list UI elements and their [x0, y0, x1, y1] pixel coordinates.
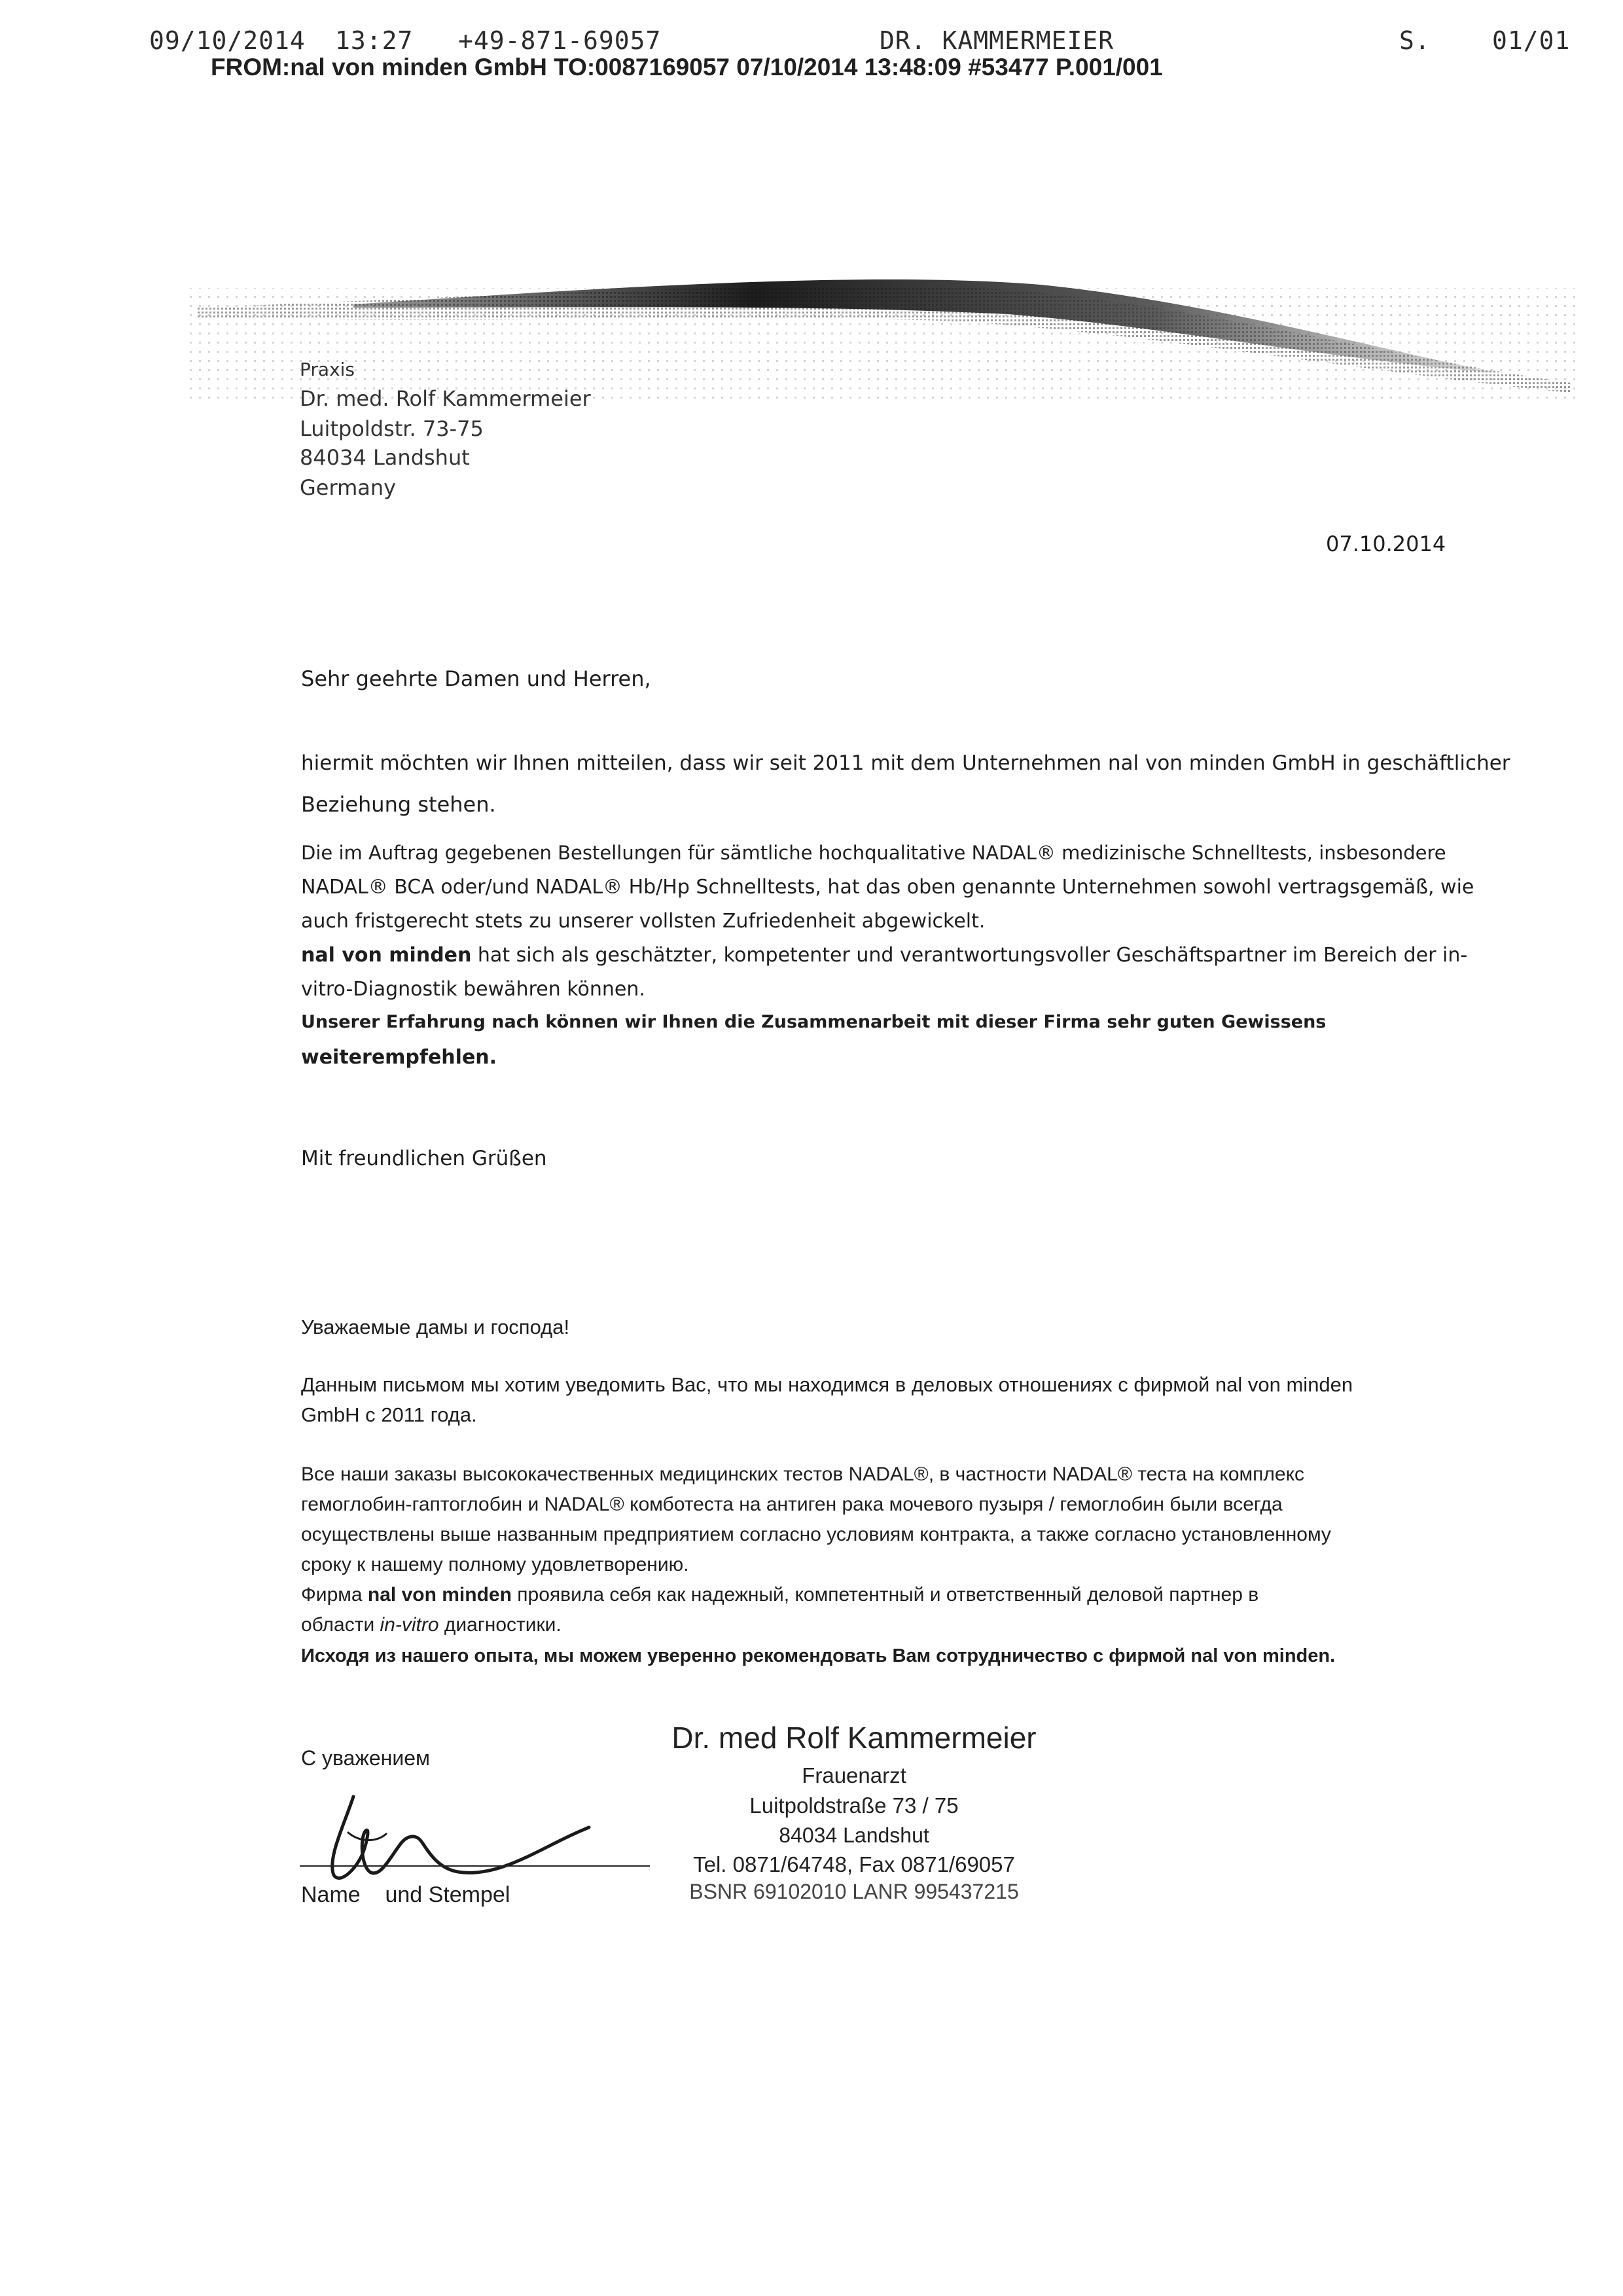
german-paragraph-line: hiermit möchten wir Ihnen mitteilen, dass wir seit 2011 mit dem Unternehmen nal von minden GmbH in geschäftlicher: [301, 751, 1510, 775]
letterhead-swoosh-graphic: [190, 268, 1577, 406]
russian-paragraph-line: [301, 1584, 1258, 1606]
german-paragraph-line: NADAL® BCA oder/und NADAL® Hb/Hp Schnelltests, hat das oben genannte Unternehmen sowohl vertragsgemäß, wie: [301, 876, 1474, 899]
russian-paragraph-line: Все наши заказы высококачественных медицинских тестов NADAL®, в частности NADAL® теста на комплекс: [301, 1463, 1305, 1485]
address-line: Praxis: [300, 359, 355, 380]
german-text: hat sich als geschätzter, kompetenter und verantwortungsvoller Geschäftspartner im Bereich der in-: [471, 944, 1468, 967]
russian-paragraph-line: сроку к нашему полному удовлетворению.: [301, 1554, 689, 1575]
signature-line: [300, 1865, 650, 1867]
fax-time: 13:27: [335, 26, 414, 55]
german-paragraph-line: [301, 944, 1467, 967]
russian-paragraph-line: [301, 1614, 562, 1636]
russian-closing: С уважением: [301, 1746, 430, 1770]
address-line: Germany: [300, 475, 397, 500]
german-closing: Mit freundlichen Grüßen: [301, 1147, 547, 1170]
stamp-ids: BSNR 69102010 LANR 995437215: [689, 1880, 1019, 1903]
russian-paragraph-line: гемоглобин-гаптоглобин и NADAL® комботеста на антиген рака мочевого пузыря / гемоглобин были всегда: [301, 1494, 1283, 1515]
german-recommendation-line: Unserer Erfahrung nach können wir Ihnen die Zusammenarbeit mit dieser Firma sehr guten Gewissens: [301, 1012, 1327, 1032]
german-salutation: Sehr geehrte Damen und Herren,: [301, 666, 651, 691]
russian-text: области: [301, 1614, 380, 1636]
german-paragraph-line: Die im Auftrag gegebenen Bestellungen für sämtliche hochqualitative NADAL® medizinische Schnelltests, insbesondere: [301, 842, 1446, 864]
russian-paragraph-line: осуществлены выше названным предприятием согласно условиям контракта, а также согласно установленному: [301, 1524, 1331, 1545]
russian-text: Фирма: [301, 1584, 368, 1605]
fax-date: 09/10/2014: [149, 26, 306, 55]
handwritten-signature: [308, 1780, 615, 1892]
fax-phone: +49-871-69057: [458, 26, 662, 55]
company-name: nal von minden: [301, 944, 472, 967]
russian-salutation: Уважаемые дамы и господа!: [301, 1316, 570, 1338]
german-paragraph-line: Beziehung stehen.: [301, 792, 496, 817]
signature-label: Name und Stempel: [301, 1882, 510, 1907]
stamp-name: Dr. med Rolf Kammermeier: [671, 1721, 1037, 1755]
address-line: 84034 Landshut: [300, 445, 470, 470]
letter-date: 07.10.2014: [1326, 531, 1446, 556]
russian-text-italic: in-vitro: [380, 1614, 439, 1636]
company-name: nal von minden: [367, 1584, 512, 1605]
russian-paragraph-line: Данным письмом мы хотим уведомить Вас, что мы находимся в деловых отношениях с фирмой nal von minden: [301, 1373, 1353, 1396]
fax-header-line2: FROM:nal von minden GmbH TO:0087169057 07/10/2014 13:48:09 #53477 P.001/001: [211, 54, 1163, 81]
address-line: Luitpoldstr. 73-75: [300, 416, 484, 441]
russian-recommendation-line: Исходя из нашего опыта, мы можем уверенно рекомендовать Вам сотрудничество с фирмой nal von minden.: [301, 1645, 1336, 1666]
german-paragraph-line: auch fristgerecht stets zu unserer vollsten Zufriedenheit abgewickelt.: [301, 910, 986, 933]
russian-paragraph-line: GmbH с 2011 года.: [301, 1403, 477, 1426]
german-recommendation-line: weiterempfehlen.: [301, 1046, 497, 1069]
fax-page: 01/01: [1492, 26, 1571, 55]
russian-text: проявила себя как надежный, компетентный и ответственный деловой партнер в: [511, 1584, 1259, 1605]
german-paragraph-line: vitro-Diagnostik bewähren können.: [301, 978, 645, 1001]
fax-page-label: S.: [1399, 26, 1431, 55]
address-line: Dr. med. Rolf Kammermeier: [300, 386, 591, 411]
stamp-title: Frauenarzt: [802, 1763, 906, 1787]
stamp-phone: Tel. 0871/64748, Fax 0871/69057: [693, 1852, 1015, 1876]
fax-sender: DR. KAMMERMEIER: [880, 26, 1115, 55]
russian-text: диагностики.: [438, 1614, 562, 1636]
stamp-street: Luitpoldstraße 73 / 75: [749, 1793, 959, 1818]
stamp-city: 84034 Landshut: [779, 1823, 929, 1847]
